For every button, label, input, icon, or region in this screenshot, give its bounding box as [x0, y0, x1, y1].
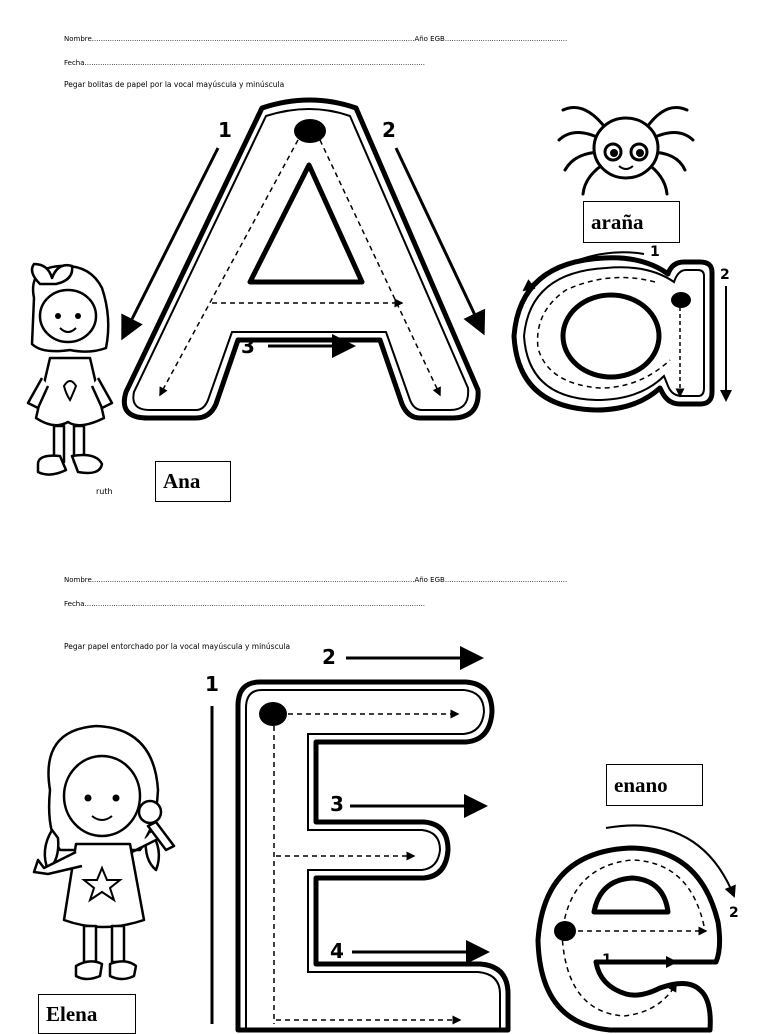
lowercase-stroke-1: 1	[650, 244, 660, 260]
girl-with-microphone-icon	[30, 720, 190, 990]
word-box-elena: Elena	[38, 994, 136, 1034]
e-stroke-number-1: 1	[205, 672, 219, 696]
e-lowercase-stroke-2: 2	[729, 905, 739, 921]
word-box-enano: enano	[606, 764, 703, 806]
e-stroke-number-3: 3	[330, 792, 344, 816]
fecha-line-a: Fecha.........................................................................................................................................................	[64, 59, 425, 67]
e-stroke-number-2: 2	[322, 645, 336, 669]
e-lowercase-stroke-1: 1	[602, 952, 612, 968]
e-stroke-number-4: 4	[330, 939, 344, 963]
stroke-number-1: 1	[218, 118, 232, 142]
stroke-number-3: 3	[241, 334, 255, 358]
artist-mark: ruth	[96, 487, 113, 496]
stroke-number-2: 2	[382, 118, 396, 142]
word-box-ana: Ana	[155, 461, 231, 502]
fecha-line-e: Fecha.........................................................................................................................................................	[64, 600, 425, 608]
instruction-e: Pegar papel entorchado por la vocal mayúscula y minúscula	[64, 642, 291, 651]
nombre-line-a: Nombre.................................................................................................................................................Año EGB.......................................................	[64, 35, 568, 43]
nombre-line-e: Nombre.................................................................................................................................................Año EGB.......................................................	[64, 576, 568, 584]
instruction-a: Pegar bolitas de papel por la vocal mayúscula y minúscula	[64, 80, 285, 89]
lowercase-stroke-2: 2	[720, 267, 730, 283]
word-box-arana: araña	[583, 201, 680, 243]
